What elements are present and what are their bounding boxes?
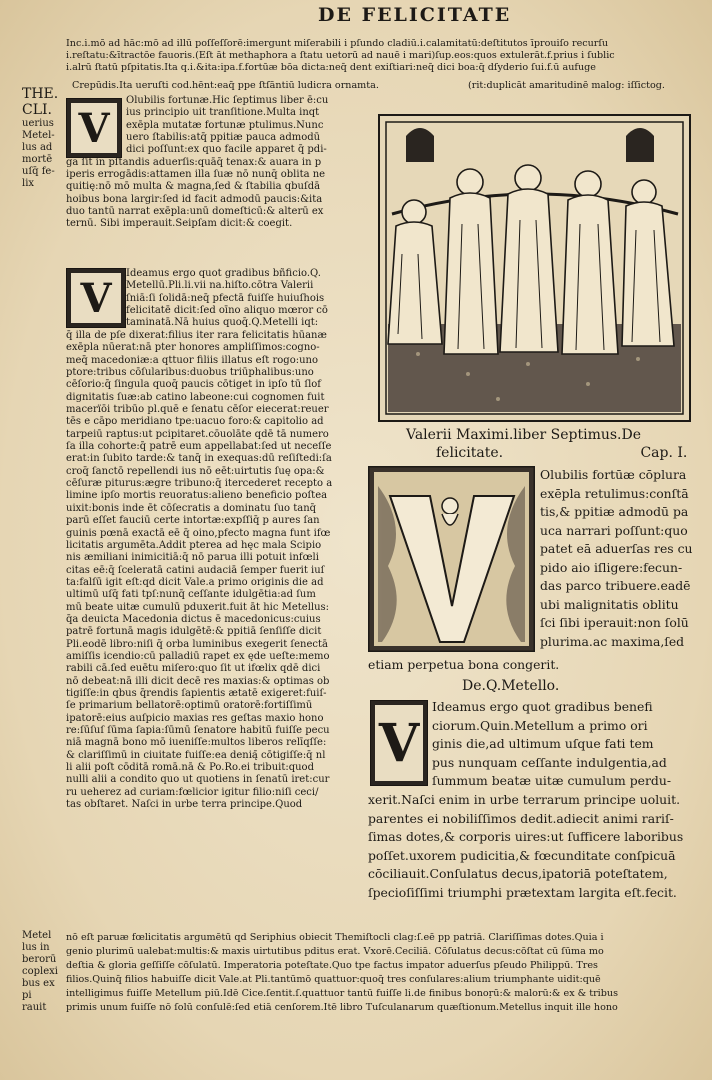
text-line: ubi malignitatis oblitu — [540, 596, 679, 612]
text-line: parentes ei nobiliſſimos dedit.adiecit animi rariſ- — [368, 810, 674, 826]
text-line: tēs e cāpo meridiano tpe:uacuo foro:& capitolio ad — [66, 416, 324, 428]
margin-word: bus ex pi — [22, 978, 55, 1001]
text-line: ta:falſū igit eſt:qd dicit Vale.a primo originis die ad — [66, 576, 324, 588]
text-line: plurima.ac maxima,ſed — [540, 633, 685, 649]
text-line: taminatā.Nā huius quoq̄.Q.Metelli iqt: — [126, 317, 319, 329]
text-line: ga ſit in pſtandis aduerſis:quāq̄ tenax:& auara in p — [66, 156, 322, 168]
drop-cap-letter: V — [71, 103, 117, 153]
text-line: duo tantū narrat exēpla:unū domeſticū:& alterū ex — [66, 206, 324, 218]
text-line: Ideamus ergo quot gradibus bñficio.Q. — [126, 268, 321, 279]
margin-word: uerius — [22, 118, 54, 129]
text-line: ſa illa cohorte:q̄ patrē eum appellabat:ſed ut neceſſe — [66, 441, 332, 453]
drop-cap-letter: V — [375, 705, 423, 781]
text-line: ſpecioſiſſimi triumphi prætextam largita eſt.fecit. — [368, 884, 677, 900]
text-line: ginis die,ad ultimum uſque fati tem — [432, 736, 654, 751]
text-line: guinis pœnā exactā eē q̄ oino,pfecto magna funt ifœ — [66, 527, 331, 539]
commentary-line: i.alrū ſtatū pſpitatis.Ita q.i.&ita:ipa.f.fortūæ bōa dicta:neq̄ dent exiſtiari:neq̄ dici boa:q̄ dſyderio ſui.f.ū aufuge — [66, 62, 596, 73]
right-column-a — [540, 466, 708, 651]
text-line: li alii poſt cōditā romā.nā & Po.Ro.ei tribuit:quod — [66, 762, 314, 774]
text-line: re:ſūſuſ ſūma ſapia:ſūmū ſenatore habitū fuiſſe pecu — [66, 725, 330, 736]
text-line: croq̄ ſanctō repellendi ius nō eēt:uirtutis ſuę opa:& — [66, 465, 325, 477]
woodcut-illustration — [378, 114, 691, 422]
section-caption-metello: De.Q.Metello. — [462, 678, 560, 694]
running-title: DE FELICITATE — [318, 4, 512, 26]
commentary-line: Inc.i.mō ad hāc:mō ad illū poſſeſſorē:imergunt miſerabili i pſundo cladiū.i.calamitatū:deſtitutos īprouiſo recurſu — [66, 38, 609, 49]
caption-line: felicitate. — [436, 445, 504, 461]
text-line: das parco tribuere.eadē — [540, 578, 691, 593]
text-line: parū eſſet fauciū certe intortæ:expſſiq̄ p aures ſan — [66, 515, 320, 527]
margin-note-bottom — [22, 930, 66, 1014]
commentary-line: genio plurimū ualebat:multis:& maxis uirtutibus pditus erat. Vxorē.Ceciliā. Cōſulatus decus:cōſtat cū ſūma mo — [66, 946, 604, 957]
margin-word: THE. — [22, 86, 59, 102]
margin-word: berorū — [22, 954, 57, 965]
margin-note-top — [22, 86, 64, 190]
right-column-b — [432, 698, 708, 791]
text-line: erat:in ſubito tarde:& tanq̄ in exequas:dū reſiſtedi:ſa — [66, 453, 332, 465]
commentary-line: primis unum fuiſſe nō ſolū conſulē:ſed etiā cenſorem.Itē libro Tuſculanarum quæſtionum.Metellus inquit ille hono — [66, 1002, 618, 1013]
margin-word: coplexi — [22, 966, 58, 977]
commentary-line: deſtia & gloria geſſiſſe cōſulatū. Imperatoria poteſtate.Quo tpe factus impator aduerſus pſeudo Philippū. Tres — [66, 960, 598, 971]
commentary-line: nō eſt paruæ fœlicitatis argumētū qd Seriphius obiecit Themiſtocli clag:ſ.eē pp patriā. Clariſſimas dotes.Quia i — [66, 932, 604, 943]
text-line: limine ipſo mortis reuoratus:alieno beneficio poſtea — [66, 490, 328, 502]
text-line: ſniā:ſi ſolidā:neq̄ pfectā fuiſſe huiuſhois — [126, 292, 325, 304]
text-line: dignitatis ſuæ:ab catino labeone:cui cognomen fuit — [66, 391, 325, 403]
text-line: meq̄ macedoniæ:a qttuor filiis illatus eſt rogo:uno — [66, 354, 318, 366]
text-line: niā magnā bono mō iueniſſe:multos liberos relīqſſe: — [66, 737, 327, 749]
ornamental-initial-v — [368, 466, 535, 652]
text-line: ciorum.Quin.Metellum a primo ori — [432, 717, 648, 733]
text-line: ru ueherez ad curiam:fœlicior igitur filio:niſi ceci/ — [66, 786, 319, 798]
text-line: Pli.eodē libro:niſi q̄ orba luminibus exegerit ſenectā — [66, 638, 328, 650]
margin-word: uſq̄ fe- — [22, 166, 55, 177]
text-line: quitię:nō mō multa & magna,ſed & ſtabilia qbuſdā — [66, 181, 321, 193]
text-line: uixit:bonis inde ēt cōſecratis a dominatu ſuo tanq̄ — [66, 502, 317, 514]
text-line: tigiſſe:in qbus q̄rendis ſapientis ætatē exigeret:fuiſ- — [66, 687, 327, 699]
text-line: poſſet.uxorem pudicitia,& fœcunditate conſpicuā — [368, 847, 676, 863]
text-line: felicitatē dicit:ſed oīno aliquo mœror cō — [126, 305, 328, 317]
left-column-c — [66, 268, 362, 330]
text-line: mū beate uitæ cumulū pduxerit.fuit āt hic Metellus: — [66, 601, 330, 613]
text-line: cēſuræ piturus:ægre tribuno:q̄ itercederet recepto a — [66, 478, 333, 490]
chapter-caption — [406, 426, 687, 462]
margin-word: rauit — [22, 1002, 47, 1013]
text-line: etiam perpetua bona congerit. — [368, 657, 560, 672]
text-line: pus nunquam ceſſante indulgentia,ad — [432, 754, 667, 770]
commentary-line: filios.Quinq̄ filios habuiſſe dicit Vale.at Pli.tantūmō quattuor:quoq̄ tres conſulares:alium triumphante uidit:quē — [66, 974, 601, 985]
text-line: tarpeiū raptus:ut pcipitaret.cōuolāte qdē tā numero — [66, 428, 329, 440]
commentary-line: (rit:duplicāt amaritudinē malog: iſſictog. — [468, 80, 665, 91]
text-line: nis æmiliani inimicitiā:q̄ nō parua illi potuit infœli — [66, 552, 319, 564]
text-line: licitatis argumēta.Addit pterea ad hęc mala Scipio — [66, 539, 322, 551]
text-line: Metellū.Pli.li.vii na.hiſto.cōtra Valerii — [126, 280, 314, 292]
commentary-line: Crepūdis.Ita ueruſti cod.hēnt:eaq̄ ppe ſtſāntiū ludicra ornamta. — [72, 80, 379, 91]
text-line: citas eē:q̄ ſceleratā catini audaciā ſemper fuerit iuſ — [66, 564, 325, 576]
text-line: ſimas dotes,& corporis uires:ut ſufficere laboribus — [368, 829, 684, 844]
text-line: uca narrari poſſunt:quo — [540, 522, 688, 538]
commentary-line: intelligimus fuiſſe Metellum piū.Idē Cice.ſentit.ſ.quattuor tantū fuiſſe li.de finibus bonoṛū:& malorū:& ex & tribus — [66, 988, 618, 999]
text-line: nō debeat:nā illi dicit decē res maxias:& optimas ob — [66, 675, 330, 687]
margin-word: mortē — [22, 154, 53, 165]
text-line: Ideamus ergo quot gradibus benefi — [432, 699, 653, 714]
text-line: Olubilis fortūæ cōplura — [540, 467, 687, 482]
text-line: dici poſſunt:ex quo facile apparet q̄ pdi- — [126, 144, 327, 156]
text-line: exēpla mutatæ fortunæ ptulimus.Nunc — [126, 119, 324, 131]
text-line: q̄a deuicta Macedonia dictus ē macedonicus:cuius — [66, 613, 321, 625]
text-line: macerïōi tribūo pl.quē e ſenatu cēſor eiecerat:reuer — [66, 404, 329, 416]
text-line: pido aio iſligere:fecun- — [540, 559, 683, 575]
text-line: patet eā aduerſas res cu — [540, 541, 693, 556]
text-line: xerit.Naſci enim in urbe terrarum principe uoluit. — [368, 792, 681, 807]
caption-line: Valerii Maximi.liber Septimus.De — [406, 427, 642, 443]
text-line: ſummum beatæ uitæ cumulum perdu- — [432, 773, 672, 788]
text-line: tas obſtaret. Naſci in urbe terra principe.Quod — [66, 799, 303, 811]
text-line: nulli alii a condito quo ut quotiens in ſenatū iret:cur — [66, 774, 330, 786]
commentary-line: i.reſtatu:&ītractōe fauoris.(Eſt āt methaphora a ſtatu uetorū ad nauē i mari)ſup.eos:quos extulerāt.f.prius i ſublic — [66, 50, 615, 61]
left-column-a — [66, 95, 362, 231]
text-line: hoibus bona largir:ſed id facit admodū paucis:&ita — [66, 193, 323, 205]
right-column-b-full — [368, 791, 708, 902]
text-line: patrē fortunā magis idulgētē:& ppitiā ſenſiſſe dicit — [66, 626, 322, 638]
caption-line: Cap. I. — [640, 445, 688, 461]
margin-word: lix — [22, 178, 35, 189]
text-line: ternū. Sibi imperauit.Seipſam dicit:& coegit. — [66, 218, 293, 230]
text-line: ius principio uit tranſitione.Multa inqt — [126, 107, 320, 119]
text-line: ipatorē:eius auſpicio maxias res geſtas maxio hono — [66, 712, 324, 724]
text-line: rabili cā.ſed euētu miſero:quo ſit ut ifœlix qdē dici — [66, 663, 321, 675]
text-line: tis,& ppitiæ admodū pa — [540, 504, 689, 519]
margin-word: Metel — [22, 930, 52, 941]
margin-word: lus in — [22, 942, 50, 953]
margin-word: CLI. — [22, 102, 52, 118]
margin-word: Metel- — [22, 130, 55, 141]
text-line: exēpla nūerat:nā pter honores ampliſſimos:cogno- — [66, 342, 320, 354]
left-column-d — [66, 330, 362, 811]
text-line: & clariſſimū in ciuitate fuiſſe:ea denią̄ cōtigiſſe:q̄ nl — [66, 749, 326, 761]
text-line: ſci ſibi iperauit:non ſolū — [540, 615, 689, 630]
right-column-a-full — [368, 656, 708, 675]
drop-cap-v-right — [370, 700, 428, 786]
text-line: exēpla retulimus:conſtā — [540, 485, 689, 501]
margin-word: lus ad — [22, 142, 53, 153]
text-line: ptore:tribus cōſularibus:duobus triūphalibus:uno — [66, 367, 314, 379]
text-line: cōciliauit.Conſulatus decus,ipatoriā poteſtatem, — [368, 866, 668, 881]
text-line: cēſorio:q̄ ſingula quoq̄ paucis cōtiget in ipſo tū ſlof — [66, 379, 321, 391]
text-line: ſe primarium bellatorē:optimū oratorē:fortiſſimū — [66, 700, 313, 712]
text-line: uero ſtabilis:atq̄ ppitiæ pauca admodū — [126, 132, 321, 144]
text-line: ultimū uſq̄ fati tpſ:nunq̄ ceſſante idulgētia:ad ſum — [66, 589, 316, 601]
text-line: q̄ illa de pſe dixerat:filius iter rara felicitatis hūanæ — [66, 330, 327, 341]
text-line: Olubilis fortunæ.Hic ſeptimus liber ē:cu — [126, 95, 329, 106]
drop-cap-letter: V — [71, 273, 121, 323]
text-line: iperis errogādis:attamen illa ſuæ nō nunq̄ oblita ne — [66, 169, 326, 181]
text-line: amiſſis icendio:cū palladiū rapet ex ęde ueſte:memo — [66, 650, 330, 662]
